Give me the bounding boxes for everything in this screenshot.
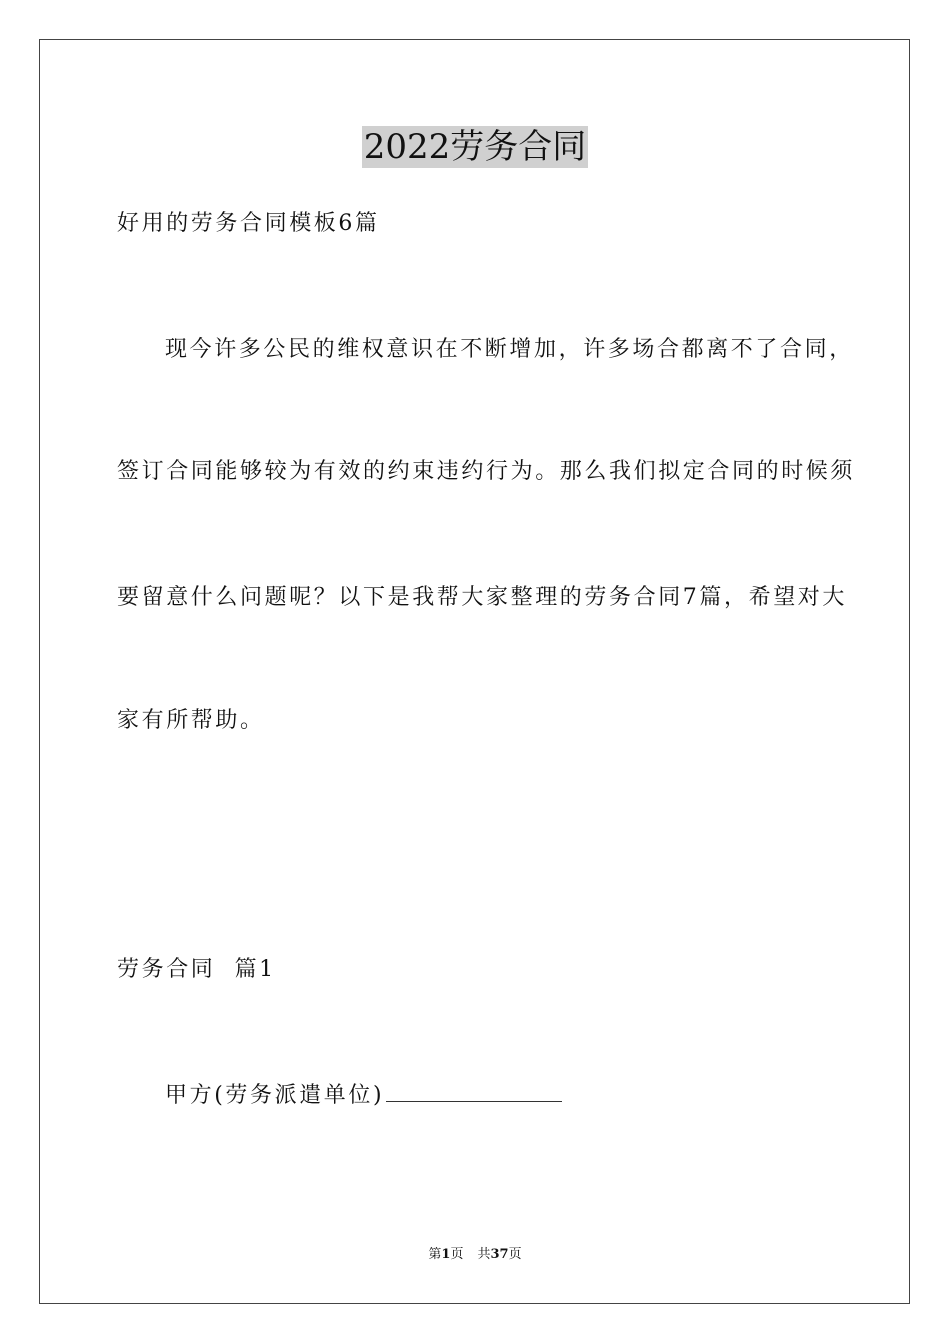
paragraph-line-1: 现今许多公民的维权意识在不断增加，许多场合都离不了合同， [165,337,854,362]
title-container [0,126,950,168]
party-a-line [165,1081,562,1111]
paragraph-line-2: 签订合同能够较为有效的约束违约行为。那么我们拟定合同的时候须 [117,459,856,484]
footer-page-prefix: 第 [428,1247,442,1262]
paragraph-line-4: 家有所帮助。 [117,708,265,733]
footer-total-prefix: 共 [477,1247,491,1262]
section-heading: 劳务合同 篇1 [117,957,276,982]
party-a-label: 甲方(劳务派遣单位) [165,1083,385,1108]
paragraph-line-3: 要留意什么问题呢？以下是我帮大家整理的劳务合同7篇，希望对大 [117,585,847,610]
footer-total-suffix: 页 [508,1247,522,1262]
document-title: 2022劳务合同 [363,127,587,167]
footer-total-pages: 37 [490,1247,509,1262]
party-a-blank-field [386,1081,562,1102]
page-footer [0,1246,950,1264]
footer-page-suffix: 页 [450,1247,464,1262]
document-subtitle: 好用的劳务合同模板6篇 [117,211,380,236]
footer-page-number: 1 [441,1247,451,1262]
